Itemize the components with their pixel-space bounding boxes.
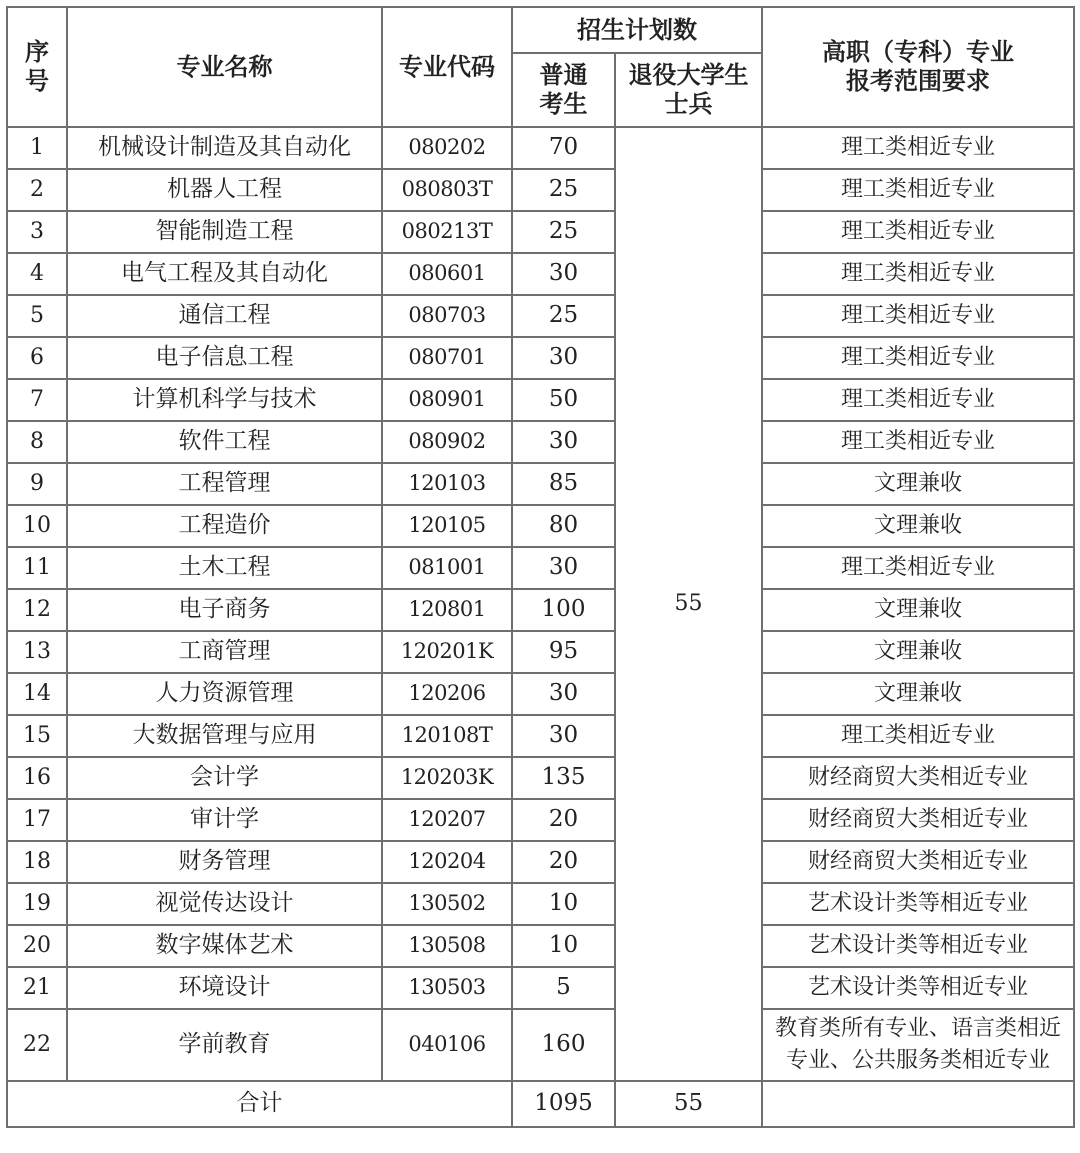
table-row xyxy=(7,589,1074,631)
cell-major-code: 120203K xyxy=(382,757,512,799)
table-row xyxy=(7,127,1074,169)
cell-regular-count: 10 xyxy=(512,925,615,967)
table-row xyxy=(7,673,1074,715)
cell-regular-count: 10 xyxy=(512,883,615,925)
cell-regular-count: 95 xyxy=(512,631,615,673)
cell-seq: 12 xyxy=(7,589,67,631)
cell-seq: 5 xyxy=(7,295,67,337)
total-requirement xyxy=(762,1081,1074,1127)
cell-major-name: 工商管理 xyxy=(67,631,382,673)
cell-seq: 11 xyxy=(7,547,67,589)
cell-requirement: 文理兼收 xyxy=(762,589,1074,631)
table-row xyxy=(7,967,1074,1009)
table-row xyxy=(7,925,1074,967)
table-row xyxy=(7,547,1074,589)
total-row xyxy=(7,1081,1074,1127)
cell-major-code: 120207 xyxy=(382,799,512,841)
header-regular-line2: 考生 xyxy=(539,89,588,118)
cell-seq: 19 xyxy=(7,883,67,925)
cell-seq: 20 xyxy=(7,925,67,967)
table-row xyxy=(7,463,1074,505)
cell-major-code: 130508 xyxy=(382,925,512,967)
cell-requirement: 理工类相近专业 xyxy=(762,253,1074,295)
cell-major-code: 120105 xyxy=(382,505,512,547)
cell-major-code: 080701 xyxy=(382,337,512,379)
cell-regular-count: 25 xyxy=(512,211,615,253)
cell-requirement-line1: 教育类所有专业、语言类相近 xyxy=(774,1016,1061,1042)
cell-regular-count: 50 xyxy=(512,379,615,421)
cell-major-name: 电气工程及其自动化 xyxy=(67,253,382,295)
cell-major-code: 080202 xyxy=(382,127,512,169)
cell-major-name: 机器人工程 xyxy=(67,169,382,211)
cell-major-code: 130503 xyxy=(382,967,512,1009)
cell-seq: 2 xyxy=(7,169,67,211)
cell-major-code: 120801 xyxy=(382,589,512,631)
cell-seq: 15 xyxy=(7,715,67,757)
enrollment-plan-table-wrapper xyxy=(6,6,1075,1128)
cell-major-name: 环境设计 xyxy=(67,967,382,1009)
cell-major-code: 080213T xyxy=(382,211,512,253)
header-plan: 招生计划数 xyxy=(512,7,762,53)
table-row xyxy=(7,295,1074,337)
cell-seq: 6 xyxy=(7,337,67,379)
cell-seq: 3 xyxy=(7,211,67,253)
header-name: 专业名称 xyxy=(67,7,382,127)
cell-major-code: 120201K xyxy=(382,631,512,673)
cell-requirement: 财经商贸大类相近专业 xyxy=(762,799,1074,841)
cell-major-code: 120103 xyxy=(382,463,512,505)
table-row xyxy=(7,757,1074,799)
cell-requirement: 理工类相近专业 xyxy=(762,211,1074,253)
cell-regular-count: 20 xyxy=(512,799,615,841)
header-requirement xyxy=(762,7,1074,127)
cell-regular-count: 25 xyxy=(512,169,615,211)
header-soldier-line1: 退役大学生 xyxy=(628,60,749,90)
cell-major-code: 080901 xyxy=(382,379,512,421)
cell-major-code: 080703 xyxy=(382,295,512,337)
cell-requirement: 理工类相近专业 xyxy=(762,715,1074,757)
cell-major-code: 040106 xyxy=(382,1009,512,1081)
cell-regular-count: 25 xyxy=(512,295,615,337)
header-code: 专业代码 xyxy=(382,7,512,127)
cell-regular-count: 30 xyxy=(512,673,615,715)
cell-regular-count: 30 xyxy=(512,337,615,379)
cell-major-name: 工程管理 xyxy=(67,463,382,505)
cell-seq: 18 xyxy=(7,841,67,883)
cell-major-name: 数字媒体艺术 xyxy=(67,925,382,967)
cell-seq: 22 xyxy=(7,1009,67,1081)
cell-soldier-count-merged: 55 xyxy=(615,127,762,1081)
cell-requirement: 财经商贸大类相近专业 xyxy=(762,757,1074,799)
cell-major-name: 学前教育 xyxy=(67,1009,382,1081)
cell-major-name: 通信工程 xyxy=(67,295,382,337)
cell-major-name: 工程造价 xyxy=(67,505,382,547)
cell-major-name: 计算机科学与技术 xyxy=(67,379,382,421)
cell-major-name: 软件工程 xyxy=(67,421,382,463)
header-soldier-line2: 士兵 xyxy=(664,89,713,118)
cell-requirement: 理工类相近专业 xyxy=(762,547,1074,589)
cell-major-code: 120206 xyxy=(382,673,512,715)
cell-major-name: 人力资源管理 xyxy=(67,673,382,715)
table-row xyxy=(7,421,1074,463)
cell-seq: 8 xyxy=(7,421,67,463)
cell-seq: 10 xyxy=(7,505,67,547)
header-seq-line1: 序 xyxy=(25,37,49,67)
cell-major-name: 智能制造工程 xyxy=(67,211,382,253)
header-seq-line2: 号 xyxy=(25,66,49,95)
enrollment-plan-table xyxy=(6,6,1075,1128)
cell-seq: 14 xyxy=(7,673,67,715)
table-row xyxy=(7,1009,1074,1081)
cell-regular-count: 80 xyxy=(512,505,615,547)
cell-regular-count: 30 xyxy=(512,715,615,757)
table-row xyxy=(7,253,1074,295)
cell-regular-count: 5 xyxy=(512,967,615,1009)
cell-seq: 4 xyxy=(7,253,67,295)
cell-seq: 21 xyxy=(7,967,67,1009)
cell-major-code: 120108T xyxy=(382,715,512,757)
cell-requirement: 理工类相近专业 xyxy=(762,295,1074,337)
cell-requirement: 理工类相近专业 xyxy=(762,421,1074,463)
cell-requirement: 财经商贸大类相近专业 xyxy=(762,841,1074,883)
cell-major-code: 081001 xyxy=(382,547,512,589)
cell-requirement: 理工类相近专业 xyxy=(762,337,1074,379)
cell-requirement: 文理兼收 xyxy=(762,631,1074,673)
cell-major-name: 财务管理 xyxy=(67,841,382,883)
cell-major-code: 120204 xyxy=(382,841,512,883)
cell-major-name: 大数据管理与应用 xyxy=(67,715,382,757)
cell-requirement: 文理兼收 xyxy=(762,505,1074,547)
cell-seq: 1 xyxy=(7,127,67,169)
cell-regular-count: 70 xyxy=(512,127,615,169)
cell-major-name: 电子信息工程 xyxy=(67,337,382,379)
cell-major-code: 130502 xyxy=(382,883,512,925)
table-row xyxy=(7,379,1074,421)
total-label: 合计 xyxy=(7,1081,512,1127)
cell-major-name: 视觉传达设计 xyxy=(67,883,382,925)
cell-seq: 7 xyxy=(7,379,67,421)
cell-requirement: 理工类相近专业 xyxy=(762,127,1074,169)
cell-requirement: 艺术设计类等相近专业 xyxy=(762,883,1074,925)
cell-regular-count: 160 xyxy=(512,1009,615,1081)
cell-requirement: 理工类相近专业 xyxy=(762,169,1074,211)
cell-seq: 17 xyxy=(7,799,67,841)
header-soldier xyxy=(615,53,762,127)
table-row xyxy=(7,883,1074,925)
table-body xyxy=(7,127,1074,1127)
cell-major-name: 机械设计制造及其自动化 xyxy=(67,127,382,169)
cell-major-name: 会计学 xyxy=(67,757,382,799)
table-row xyxy=(7,799,1074,841)
cell-seq: 16 xyxy=(7,757,67,799)
cell-requirement: 文理兼收 xyxy=(762,673,1074,715)
table-row xyxy=(7,841,1074,883)
cell-regular-count: 100 xyxy=(512,589,615,631)
table-row xyxy=(7,505,1074,547)
cell-seq: 13 xyxy=(7,631,67,673)
cell-regular-count: 20 xyxy=(512,841,615,883)
header-requirement-line1: 高职（专科）专业 xyxy=(822,37,1014,67)
cell-major-name: 电子商务 xyxy=(67,589,382,631)
cell-major-name: 审计学 xyxy=(67,799,382,841)
table-row xyxy=(7,169,1074,211)
cell-requirement-line2: 专业、公共服务类相近专业 xyxy=(785,1048,1050,1073)
table-row xyxy=(7,631,1074,673)
cell-regular-count: 30 xyxy=(512,421,615,463)
cell-major-code: 080902 xyxy=(382,421,512,463)
total-regular: 1095 xyxy=(512,1081,615,1127)
cell-requirement: 理工类相近专业 xyxy=(762,379,1074,421)
cell-regular-count: 30 xyxy=(512,253,615,295)
header-requirement-line2: 报考范围要求 xyxy=(846,66,990,95)
table-row xyxy=(7,211,1074,253)
total-soldier: 55 xyxy=(615,1081,762,1127)
header-regular xyxy=(512,53,615,127)
cell-requirement: 艺术设计类等相近专业 xyxy=(762,967,1074,1009)
table-row xyxy=(7,337,1074,379)
cell-major-name: 土木工程 xyxy=(67,547,382,589)
cell-requirement xyxy=(762,1009,1074,1081)
cell-major-code: 080601 xyxy=(382,253,512,295)
cell-seq: 9 xyxy=(7,463,67,505)
table-row xyxy=(7,715,1074,757)
cell-requirement: 艺术设计类等相近专业 xyxy=(762,925,1074,967)
cell-regular-count: 135 xyxy=(512,757,615,799)
cell-regular-count: 30 xyxy=(512,547,615,589)
header-regular-line1: 普通 xyxy=(539,60,588,90)
cell-major-code: 080803T xyxy=(382,169,512,211)
header-seq xyxy=(7,7,67,127)
cell-requirement: 文理兼收 xyxy=(762,463,1074,505)
cell-regular-count: 85 xyxy=(512,463,615,505)
